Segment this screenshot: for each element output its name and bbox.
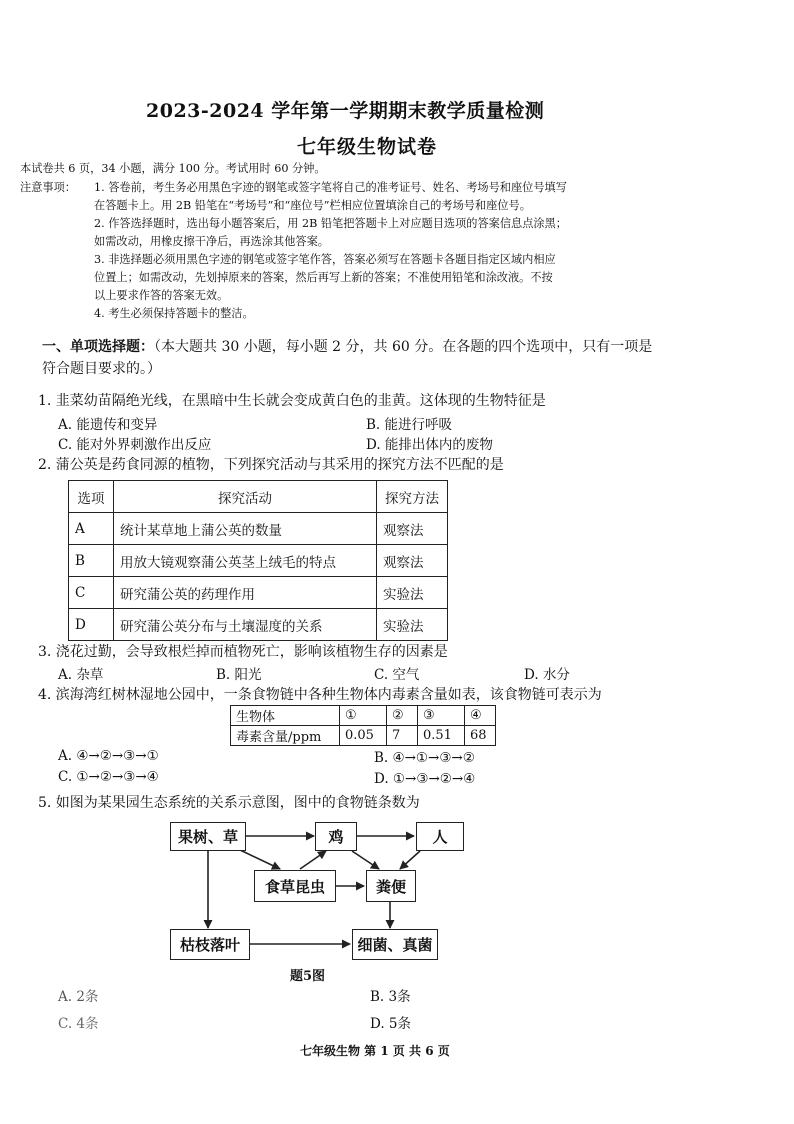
exam-intro: 本试卷共 6 页，34 小题，满分 100 分。考试用时 60 分钟。 (20, 162, 326, 175)
q3-option-c[interactable]: C. 空气 (374, 667, 420, 683)
node-insect: 食草昆虫 (254, 870, 336, 902)
note-line: 以上要求作答的答案无效。 (94, 289, 229, 302)
q5-option-c[interactable]: C. 4条 (58, 1016, 99, 1032)
table-header-row (69, 481, 448, 513)
table-cell: C (69, 577, 114, 609)
node-feces: 粪便 (366, 870, 416, 902)
q1-option-c[interactable]: C. 能对外界刺激作出反应 (58, 437, 212, 453)
table-cell: 观察法 (377, 545, 448, 577)
section-desc: （本大题共 30 小题，每小题 2 分，共 60 分。在各题的四个选项中，只有一项是 (154, 339, 653, 355)
section-desc-cont: 符合题目要求的。） (42, 361, 161, 377)
note-line: 位置上；如需改动，先划掉原来的答案，然后再写上新的答案；不准使用铅笔和涂改液。不按 (94, 271, 553, 284)
table-cell: A (69, 513, 114, 545)
table-row (69, 609, 448, 641)
table-cell: ③ (418, 706, 465, 726)
node-microbes: 细菌、真菌 (352, 929, 438, 960)
note-line: 2. 作答选择题时，选出每小题答案后，用 2B 铅笔把答题卡上对应题目选项的答案信息点涂黑； (94, 217, 567, 230)
q1-stem: 1. 韭菜幼苗隔绝光线，在黑暗中生长就会变成黄白色的韭黄。这体现的生物特征是 (38, 393, 546, 409)
q2-stem: 2. 蒲公英是药食同源的植物，下列探究活动与其采用的探究方法不匹配的是 (38, 457, 504, 473)
q5-option-a[interactable]: A. 2条 (58, 989, 99, 1005)
arrow-insect-to-chicken (300, 851, 326, 869)
q1-option-a[interactable]: A. 能遗传和变异 (58, 417, 158, 433)
q3-option-b[interactable]: B. 阳光 (216, 667, 262, 683)
q1-option-b[interactable]: B. 能进行呼吸 (366, 417, 453, 433)
diagram-caption: 题5图 (290, 969, 326, 984)
node-human: 人 (416, 822, 464, 851)
node-litter: 枯枝落叶 (170, 929, 250, 960)
table-row (69, 577, 448, 609)
q4-stem: 4. 滨海湾红树林湿地公园中，一条食物链中各种生物体内毒素含量如表，该食物链可表示为 (38, 687, 602, 703)
table-cell: 统计某草地上蒲公英的数量 (114, 513, 377, 545)
table-cell: D (69, 609, 114, 641)
arrow-plants-to-insect (240, 850, 280, 869)
note-line: 3. 非选择题必须用黑色字迹的钢笔或签字笔作答，答案必须写在答题卡各题目指定区域内相应 (94, 253, 556, 266)
table-cell: 实验法 (377, 609, 448, 641)
table-cell: B (69, 545, 114, 577)
table-header: 探究方法 (377, 481, 448, 513)
table-cell: 生物体 (231, 706, 340, 726)
q4-option-a[interactable]: A. ④→②→③→① (58, 748, 159, 764)
table-header: 探究活动 (114, 481, 377, 513)
exam-title: 2023-2024 学年第一学期期末教学质量检测 (146, 100, 545, 122)
q2-table (68, 480, 448, 641)
table-cell: 用放大镜观察蒲公英茎上绒毛的特点 (114, 545, 377, 577)
table-header: 选项 (69, 481, 114, 513)
table-cell: 68 (465, 726, 496, 746)
exam-subtitle: 七年级生物试卷 (297, 136, 438, 158)
q5-option-b[interactable]: B. 3条 (370, 989, 411, 1005)
arrow-chicken-to-feces (352, 851, 379, 869)
table-cell: 0.05 (340, 726, 387, 746)
note-line: 在答题卡上。用 2B 铅笔在“考场号”和“座位号”栏相应位置填涂自己的考场号和座位号。 (94, 199, 531, 212)
q3-option-d[interactable]: D. 水分 (524, 667, 570, 683)
node-chicken: 鸡 (315, 822, 357, 851)
table-row (231, 726, 496, 746)
table-cell: ④ (465, 706, 496, 726)
table-cell: 研究蒲公英的药理作用 (114, 577, 377, 609)
note-line: 如需改动，用橡皮擦干净后，再选涂其他答案。 (94, 235, 329, 248)
q3-option-a[interactable]: A. 杂草 (58, 667, 104, 683)
table-row (69, 513, 448, 545)
table-cell: 实验法 (377, 577, 448, 609)
section-title (42, 336, 652, 356)
q4-option-b[interactable]: B. ④→①→③→② (374, 750, 475, 766)
note-line: 1. 答卷前，考生务必用黑色字迹的钢笔或签字笔将自己的准考证号、姓名、考场号和座位号填写 (94, 181, 567, 194)
note-line: 4. 考生必须保持答题卡的整洁。 (94, 307, 254, 320)
table-cell: 毒素含量/ppm (231, 726, 340, 746)
table-cell: 7 (387, 726, 418, 746)
arrow-human-to-feces (400, 851, 420, 869)
q4-option-c[interactable]: C. ①→②→③→④ (58, 769, 159, 785)
q5-stem: 5. 如图为某果园生态系统的关系示意图，图中的食物链条数为 (38, 795, 420, 811)
q4-option-d[interactable]: D. ①→③→②→④ (374, 771, 476, 787)
table-cell: ② (387, 706, 418, 726)
table-cell: 0.51 (418, 726, 465, 746)
table-cell: 观察法 (377, 513, 448, 545)
table-cell: ① (340, 706, 387, 726)
page-footer: 七年级生物 第 1 页 共 6 页 (300, 1044, 450, 1058)
q3-stem: 3. 浇花过勤，会导致根烂掉而植物死亡，影响该植物生存的因素是 (38, 644, 448, 660)
notes-label: 注意事项： (20, 181, 76, 194)
q5-option-d[interactable]: D. 5条 (370, 1016, 412, 1032)
section-title-label: 一、单项选择题： (42, 339, 154, 355)
table-row (69, 545, 448, 577)
q1-option-d[interactable]: D. 能排出体内的废物 (366, 437, 493, 453)
q4-table (230, 705, 496, 746)
table-row (231, 706, 496, 726)
table-cell: 研究蒲公英分布与土壤湿度的关系 (114, 609, 377, 641)
node-plants: 果树、草 (170, 822, 246, 851)
